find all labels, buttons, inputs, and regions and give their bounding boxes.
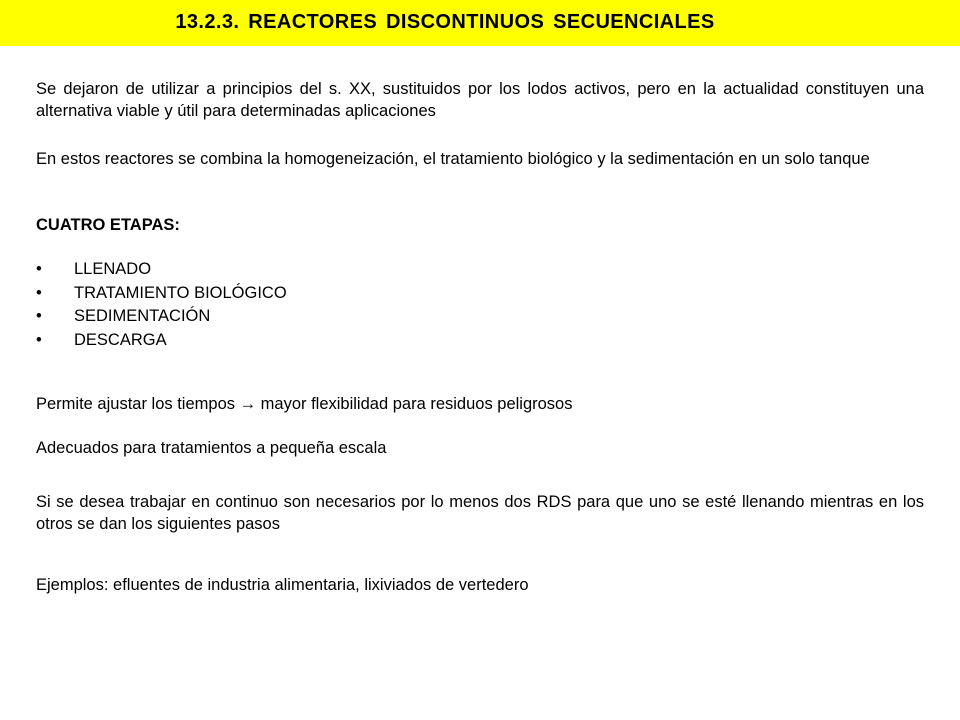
bullet-icon: •	[36, 283, 42, 302]
title-bar	[0, 0, 960, 46]
bullet-icon: •	[36, 330, 42, 349]
stage-label: TRATAMIENTO BIOLÓGICO	[74, 283, 287, 302]
bullet-icon: •	[36, 307, 42, 325]
stages-heading: CUATRO ETAPAS:	[36, 216, 180, 234]
intro-paragraph: Se dejaron de utilizar a principios del s. XX, sustituidos por los lodos activos, pero en la actualidad constituyen una alternativa viable y útil para determinadas aplicaciones	[36, 80, 924, 120]
list-item	[36, 282, 287, 306]
list-item	[36, 329, 287, 353]
continuous-paragraph: Si se desea trabajar en continuo son necesarios por lo menos dos RDS para que uno se esté llenando mientras en los otros se dan los siguientes pasos	[36, 493, 924, 533]
stage-label: DESCARGA	[74, 330, 167, 349]
scale-paragraph: Adecuados para tratamientos a pequeña escala	[36, 439, 387, 457]
stage-label: LLENADO	[74, 260, 152, 278]
stages-list	[36, 258, 287, 352]
page-title: 13.2.3. REACTORES DISCONTINUOS SECUENCIALES	[175, 11, 715, 33]
combination-paragraph: En estos reactores se combina la homogeneización, el tratamiento biológico y la sedimentación en un solo tanque	[36, 150, 870, 168]
flexibility-paragraph: Permite ajustar los tiempos → mayor flexibilidad para residuos peligrosos	[36, 395, 573, 413]
bullet-icon: •	[36, 260, 42, 278]
list-item	[36, 305, 287, 329]
stage-label: SEDIMENTACIÓN	[74, 307, 211, 325]
list-item	[36, 258, 287, 282]
examples-paragraph: Ejemplos: efluentes de industria alimentaria, lixiviados de vertedero	[36, 576, 529, 594]
